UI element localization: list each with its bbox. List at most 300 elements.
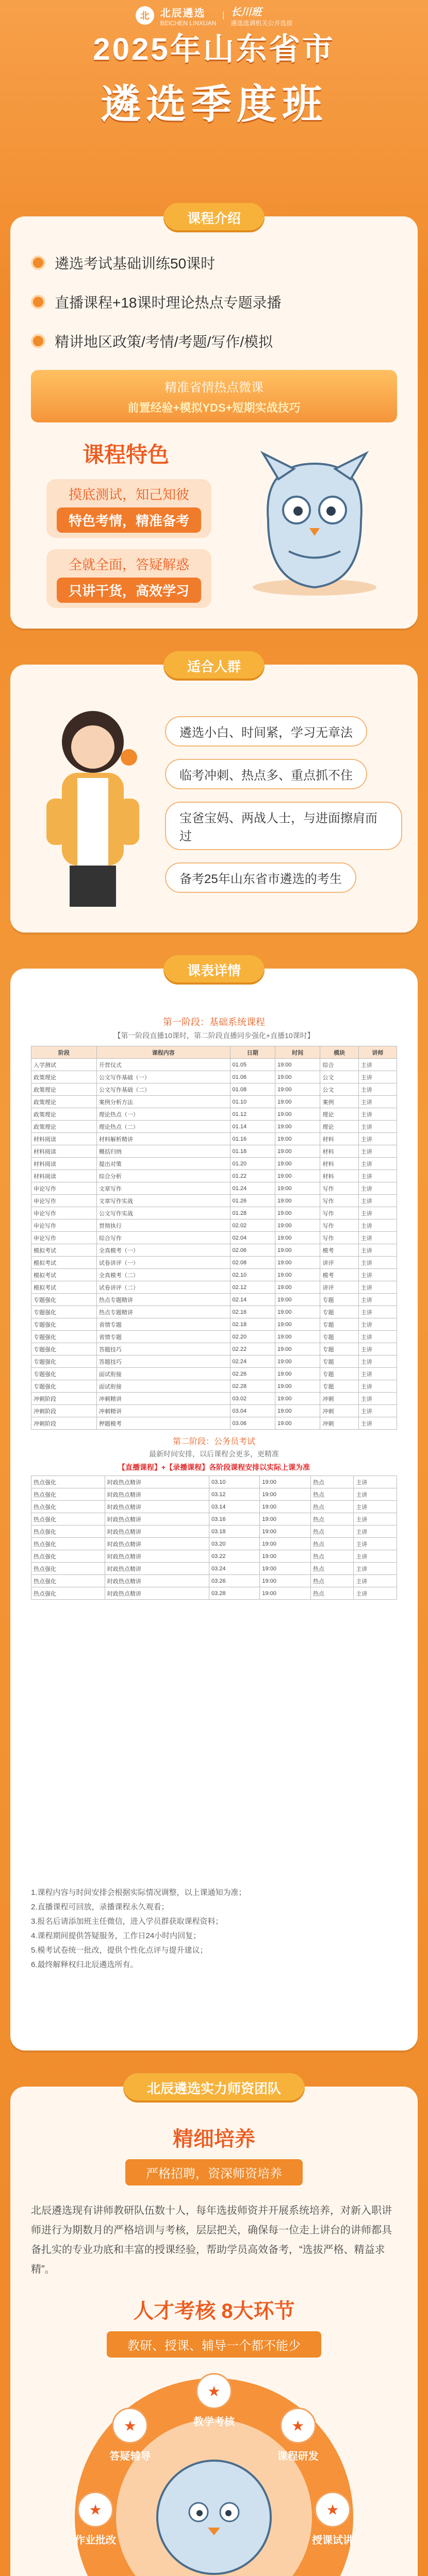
- table-cell: 材料解析精讲: [96, 1133, 230, 1145]
- feature-block: [46, 438, 211, 619]
- table-cell: 19:00: [275, 1257, 320, 1269]
- table-cell: 模考: [320, 1244, 358, 1257]
- table-cell: 01.16: [230, 1133, 275, 1145]
- table-cell: 主讲: [358, 1195, 397, 1207]
- table-cell: 冲刺精讲: [96, 1405, 230, 1417]
- table-cell: 热点强化: [31, 1526, 105, 1538]
- table-cell: 03.28: [209, 1587, 259, 1600]
- table-cell: 模拟考试: [31, 1257, 97, 1269]
- table-cell: 01.12: [230, 1108, 275, 1121]
- table-cell: 提出对策: [96, 1158, 230, 1170]
- table-cell: 主讲: [358, 1257, 397, 1269]
- table-cell: 热点强化: [31, 1538, 105, 1550]
- table-cell: 主讲: [354, 1587, 397, 1600]
- crowd-card: [10, 659, 418, 933]
- table-cell: 冲刺阶段: [31, 1417, 97, 1430]
- eval-wheel: [10, 2373, 418, 2576]
- table-cell: 02.22: [230, 1343, 275, 1355]
- table-row: [31, 1575, 397, 1587]
- table-cell: 讲评: [320, 1281, 358, 1294]
- table-cell: 写作: [320, 1182, 358, 1195]
- table-cell: 主讲: [358, 1059, 397, 1071]
- table-cell: 主讲: [358, 1393, 397, 1405]
- feature-item: [46, 549, 211, 608]
- table-cell: 时政热点精讲: [105, 1526, 209, 1538]
- table-cell: 03.24: [209, 1563, 259, 1575]
- note-line: 3.报名后请添加班主任微信，进入学员群获取课程资料；: [31, 1917, 223, 1926]
- intro-bullet: [31, 292, 418, 312]
- table-cell: 时政热点精讲: [105, 1476, 209, 1488]
- table-row: [31, 1269, 397, 1281]
- phase2-sub: 最新时间安排，以后课程会更多，更精准: [149, 1450, 279, 1458]
- eval-item-icon: ★: [196, 2373, 232, 2409]
- table-cell: 03.12: [209, 1488, 259, 1501]
- table-cell: 答题技巧: [96, 1355, 230, 1368]
- table-cell: 冲刺阶段: [31, 1393, 97, 1405]
- table-cell: 主讲: [358, 1071, 397, 1083]
- table-cell: 01.10: [230, 1096, 275, 1108]
- table-cell: 公文: [320, 1071, 358, 1083]
- table-cell: 主讲: [354, 1526, 397, 1538]
- table-cell: 热点专题精讲: [96, 1294, 230, 1306]
- table-cell: 冲刺: [320, 1405, 358, 1417]
- table-cell: 19:00: [275, 1380, 320, 1393]
- table-row: [31, 1405, 397, 1417]
- table-header: 讲师: [358, 1046, 397, 1059]
- table-cell: 公文写作基础（二）: [96, 1083, 230, 1096]
- table-cell: 热点: [310, 1501, 354, 1513]
- table-cell: 热点: [310, 1587, 354, 1600]
- table-cell: 材料: [320, 1133, 358, 1145]
- table-cell: 主讲: [358, 1343, 397, 1355]
- table-cell: 19:00: [275, 1294, 320, 1306]
- table-cell: 热点: [310, 1526, 354, 1538]
- table-row: [31, 1108, 397, 1121]
- crowd-item: 备考25年山东省市遴选的考生: [165, 862, 356, 893]
- table-cell: 冲刺: [320, 1417, 358, 1430]
- table-cell: 19:00: [275, 1417, 320, 1430]
- table-cell: 02.26: [230, 1368, 275, 1380]
- table-row: [31, 1182, 397, 1195]
- table-row: [31, 1318, 397, 1331]
- table-row: [31, 1550, 397, 1563]
- teacher-illustration: [26, 696, 160, 922]
- eval-item-label: 作业批改: [75, 2535, 116, 2546]
- table-cell: 专题强化: [31, 1355, 97, 1368]
- table-header: 课程内容: [96, 1046, 230, 1059]
- table-cell: 专题: [320, 1355, 358, 1368]
- table-cell: 综合写作: [96, 1232, 230, 1244]
- feature-bottom: 特色考情，精准备考: [57, 507, 201, 533]
- table-cell: 入学测试: [31, 1059, 97, 1071]
- bullet-text: 精讲地区政策/考情/考题/写作/模拟: [55, 334, 273, 350]
- eval-item-label: 课程研发: [277, 2451, 319, 2463]
- table-cell: 冲刺: [320, 1393, 358, 1405]
- table-cell: 主讲: [358, 1158, 397, 1170]
- table-cell: 专题强化: [31, 1368, 97, 1380]
- hot-box: [31, 370, 397, 422]
- table-cell: 19:00: [275, 1393, 320, 1405]
- table-cell: 理论: [320, 1108, 358, 1121]
- team-desc: 北辰遴选现有讲师教研队伍数十人，每年选拔师资并开展系统培养，对新入职讲师进行为期数月的严格培训与考核，层层把关，确保每一位走上讲台的讲师都具备扎实的专业功底和丰富的授课经验，帮助学员高效备考，“选拔严格、精益求精”。: [31, 2205, 392, 2275]
- table-header: 阶段: [31, 1046, 97, 1059]
- table-cell: 热点强化: [31, 1587, 105, 1600]
- table-cell: 申论写作: [31, 1182, 97, 1195]
- brand-name: 北辰遴选: [160, 7, 206, 19]
- table-cell: 19:00: [275, 1207, 320, 1219]
- table-cell: 材料: [320, 1158, 358, 1170]
- bullet-icon: [31, 334, 45, 348]
- table-cell: 主讲: [358, 1133, 397, 1145]
- table-cell: 03.26: [209, 1575, 259, 1587]
- table-row: [31, 1207, 397, 1219]
- table-cell: 时政热点精讲: [105, 1538, 209, 1550]
- table-cell: 主讲: [358, 1121, 397, 1133]
- table-cell: 02.06: [230, 1244, 275, 1257]
- bullet-text: 遴选考试基础训练50课时: [55, 256, 216, 272]
- table-row: [31, 1195, 397, 1207]
- table-cell: 02.20: [230, 1331, 275, 1343]
- table-cell: 专题: [320, 1294, 358, 1306]
- note-line: 1.课程内容与时间安排会根据实际情况调整，以上课通知为准；: [31, 1888, 246, 1897]
- table-cell: 申论写作: [31, 1207, 97, 1219]
- table-cell: 19:00: [275, 1071, 320, 1083]
- intro-tag: 课程介绍: [163, 203, 265, 232]
- brand2-block: [231, 4, 292, 27]
- table-cell: 01.20: [230, 1158, 275, 1170]
- eval-item: [64, 2492, 126, 2547]
- table-cell: 申论写作: [31, 1219, 97, 1232]
- table-cell: 讲评: [320, 1257, 358, 1269]
- table-cell: 热点强化: [31, 1476, 105, 1488]
- table-cell: 专题: [320, 1343, 358, 1355]
- table-cell: 全真模考（二）: [96, 1269, 230, 1281]
- table-cell: 专题强化: [31, 1331, 97, 1343]
- table-cell: 专题: [320, 1331, 358, 1343]
- schedule-table: [31, 1046, 397, 1430]
- table-cell: 19:00: [275, 1244, 320, 1257]
- table-cell: 热点: [310, 1513, 354, 1526]
- phase2-title: 第二阶段：公务员考试: [172, 1437, 255, 1446]
- note-line: 5.模考试卷统一批改，提供个性化点评与提升建议；: [31, 1946, 208, 1955]
- table-row: [31, 1393, 397, 1405]
- table-cell: 01.06: [230, 1071, 275, 1083]
- table-cell: 主讲: [358, 1417, 397, 1430]
- table-row: [31, 1071, 397, 1083]
- table-cell: 热点: [310, 1563, 354, 1575]
- schedule-table-wrap: [31, 1015, 397, 1600]
- table-row: [31, 1306, 397, 1318]
- table-cell: 申论写作: [31, 1195, 97, 1207]
- intro-bullet: [31, 331, 418, 351]
- table-cell: 19:00: [275, 1343, 320, 1355]
- table-cell: 19:00: [275, 1182, 320, 1195]
- table-cell: 冲刺阶段: [31, 1405, 97, 1417]
- table-cell: 01.28: [230, 1207, 275, 1219]
- table-cell: 材料阅读: [31, 1145, 97, 1158]
- eval-ribbon: 教研、授课、辅导一个都不能少: [107, 2331, 321, 2358]
- table-cell: 主讲: [358, 1145, 397, 1158]
- table-cell: 主讲: [358, 1232, 397, 1244]
- eval-item-label: 授课试讲: [312, 2535, 353, 2546]
- table-cell: 热点强化: [31, 1575, 105, 1587]
- table-cell: 主讲: [358, 1269, 397, 1281]
- table-cell: 概括归纳: [96, 1145, 230, 1158]
- table-cell: 19:00: [275, 1170, 320, 1182]
- eval-item-label: 教学考核: [193, 2416, 235, 2428]
- table-cell: 热点强化: [31, 1488, 105, 1501]
- table-cell: 19:00: [260, 1526, 310, 1538]
- table-row: [31, 1257, 397, 1269]
- table-row: [31, 1281, 397, 1294]
- phase1-title: 第一阶段：基础系统课程: [163, 1017, 265, 1027]
- table-cell: 19:00: [275, 1059, 320, 1071]
- table-cell: 时政热点精讲: [105, 1513, 209, 1526]
- table-cell: 公文: [320, 1083, 358, 1096]
- note-line: 2.直播课程可回放，录播课程永久观看；: [31, 1903, 169, 1911]
- table-cell: 19:00: [275, 1158, 320, 1170]
- table-header: 模块: [320, 1046, 358, 1059]
- table-cell: 公文写作基础（一）: [96, 1071, 230, 1083]
- eval-item-label: 答疑辅导: [109, 2451, 151, 2463]
- table-cell: 01.18: [230, 1145, 275, 1158]
- table-cell: 19:00: [275, 1232, 320, 1244]
- table-cell: 主讲: [354, 1476, 397, 1488]
- table-row: [31, 1343, 397, 1355]
- table-cell: 材料阅读: [31, 1133, 97, 1145]
- table-cell: 文章写作实战: [96, 1195, 230, 1207]
- table-cell: 主讲: [358, 1331, 397, 1343]
- table-cell: 19:00: [260, 1476, 310, 1488]
- table-cell: 理论热点（一）: [96, 1108, 230, 1121]
- crowd-item: 临考冲刺、热点多、重点抓不住: [165, 759, 367, 789]
- table-cell: 19:00: [275, 1269, 320, 1281]
- feature-item: [46, 479, 211, 538]
- table-cell: 热点专题精讲: [96, 1306, 230, 1318]
- table-cell: 政策理论: [31, 1071, 97, 1083]
- table-cell: 02.10: [230, 1269, 275, 1281]
- table-cell: 02.28: [230, 1380, 275, 1393]
- table-cell: 19:00: [275, 1355, 320, 1368]
- schedule-notes: [31, 1886, 397, 1972]
- table-cell: 时政热点精讲: [105, 1501, 209, 1513]
- table-cell: 主讲: [354, 1550, 397, 1563]
- table-cell: 政策理论: [31, 1108, 97, 1121]
- table-cell: 主讲: [354, 1513, 397, 1526]
- table-row: [31, 1538, 397, 1550]
- table-cell: 热点: [310, 1550, 354, 1563]
- table-cell: 申论写作: [31, 1232, 97, 1244]
- table-cell: 主讲: [354, 1563, 397, 1575]
- table-cell: 政策理论: [31, 1083, 97, 1096]
- table-cell: 写作: [320, 1195, 358, 1207]
- hot-line1: 精准省情热点微课: [164, 381, 264, 395]
- table-cell: 综合: [320, 1059, 358, 1071]
- table-cell: 贯彻执行: [96, 1219, 230, 1232]
- table-cell: 主讲: [358, 1281, 397, 1294]
- table-cell: 01.24: [230, 1182, 275, 1195]
- table-cell: 19:00: [275, 1281, 320, 1294]
- table-cell: 热点: [310, 1575, 354, 1587]
- table-cell: 主讲: [358, 1108, 397, 1121]
- table-row: [31, 1121, 397, 1133]
- crowd-item: 遴选小白、时间紧，学习无章法: [165, 716, 367, 747]
- table-cell: 19:00: [260, 1488, 310, 1501]
- table-cell: 热点强化: [31, 1563, 105, 1575]
- table-cell: 案例: [320, 1096, 358, 1108]
- table-cell: 03.06: [230, 1417, 275, 1430]
- table-cell: 时政热点精讲: [105, 1575, 209, 1587]
- table-cell: 02.18: [230, 1318, 275, 1331]
- table-cell: 省情专题: [96, 1331, 230, 1343]
- table-cell: 专题: [320, 1380, 358, 1393]
- table-cell: 专题: [320, 1368, 358, 1380]
- brand-bar: [0, 0, 428, 31]
- table-cell: 主讲: [358, 1368, 397, 1380]
- table-cell: 03.02: [230, 1393, 275, 1405]
- table-cell: 02.16: [230, 1306, 275, 1318]
- note-line: 4.课程期间提供答疑服务，工作日24小时内回复；: [31, 1931, 201, 1940]
- table-row: [31, 1417, 397, 1430]
- table-cell: 03.18: [209, 1526, 259, 1538]
- table-cell: 时政热点精讲: [105, 1550, 209, 1563]
- table-cell: 专题强化: [31, 1306, 97, 1318]
- crowd-item: 宝爸宝妈、两战人士，与进面擦肩而过: [165, 802, 402, 850]
- table-cell: 主讲: [358, 1219, 397, 1232]
- bullet-text: 直播课程+18课时理论热点专题录播: [55, 295, 282, 311]
- table-cell: 热点强化: [31, 1501, 105, 1513]
- table-cell: 专题强化: [31, 1343, 97, 1355]
- hero: [0, 31, 428, 127]
- table-cell: 主讲: [358, 1380, 397, 1393]
- table-row: [31, 1059, 397, 1071]
- table-cell: 19:00: [275, 1219, 320, 1232]
- intro-bullet: [31, 252, 418, 273]
- table-cell: 热点: [310, 1476, 354, 1488]
- feature-top: 摸底测试，知己知彼: [68, 487, 189, 502]
- table-cell: 面试衔接: [96, 1368, 230, 1380]
- mascot-illustration: [232, 433, 397, 603]
- phase2-red-note: 【直播课程】+【录播课程】各阶段课程安排以实际上课为准: [118, 1463, 310, 1471]
- schedule-card: [10, 963, 418, 2050]
- table-cell: 02.12: [230, 1281, 275, 1294]
- phase1-sub: 【第一阶段直播10课时，第二阶段直播同步强化+直播10课时】: [113, 1031, 315, 1040]
- table-cell: 19:00: [275, 1096, 320, 1108]
- table-cell: 政策理论: [31, 1096, 97, 1108]
- table-cell: 02.24: [230, 1355, 275, 1368]
- hot-line2: 前置经验+模拟YDS+短期实战技巧: [127, 401, 301, 414]
- table-cell: 01.14: [230, 1121, 275, 1133]
- hero-title-line1: 2025年山东省市: [93, 32, 335, 66]
- table-cell: 主讲: [358, 1207, 397, 1219]
- brand2-sub: 遴选选调机关公开选拔: [231, 20, 293, 27]
- table-cell: 热点: [310, 1488, 354, 1501]
- table-row: [31, 1488, 397, 1501]
- table-cell: 03.20: [209, 1538, 259, 1550]
- table-cell: 19:00: [275, 1318, 320, 1331]
- table-row: [31, 1170, 397, 1182]
- table-cell: 19:00: [275, 1306, 320, 1318]
- table-cell: 03.04: [230, 1405, 275, 1417]
- table-cell: 01.26: [230, 1195, 275, 1207]
- table-cell: 主讲: [354, 1538, 397, 1550]
- table-cell: 热点强化: [31, 1550, 105, 1563]
- feature-top: 全就全面，答疑解惑: [68, 557, 189, 572]
- table-cell: 19:00: [275, 1145, 320, 1158]
- table-cell: 主讲: [358, 1096, 397, 1108]
- eval-item: [302, 2492, 364, 2547]
- table-row: [31, 1587, 397, 1600]
- intro-card: [10, 211, 418, 629]
- team-tag: 北辰遴选实力师资团队: [123, 2073, 305, 2103]
- table-row: [31, 1526, 397, 1538]
- eval-heading: [10, 2295, 418, 2358]
- table-cell: 公文写作实战: [96, 1207, 230, 1219]
- table-header: 时间: [275, 1046, 320, 1059]
- table-row: [31, 1476, 397, 1488]
- table-cell: 答题技巧: [96, 1343, 230, 1355]
- table-row: [31, 1083, 397, 1096]
- table-cell: 19:00: [275, 1331, 320, 1343]
- eval-item-icon: ★: [77, 2492, 113, 2528]
- schedule-table-2: [31, 1476, 397, 1600]
- table-cell: 主讲: [358, 1355, 397, 1368]
- bullet-icon: [31, 256, 45, 270]
- table-cell: 19:00: [260, 1538, 310, 1550]
- table-cell: 主讲: [358, 1405, 397, 1417]
- table-cell: 模拟考试: [31, 1269, 97, 1281]
- table-cell: 19:00: [260, 1550, 310, 1563]
- table-header: 日期: [230, 1046, 275, 1059]
- table-cell: 19:00: [260, 1513, 310, 1526]
- table-cell: 03.16: [209, 1513, 259, 1526]
- table-cell: 材料阅读: [31, 1170, 97, 1182]
- table-cell: 专题: [320, 1306, 358, 1318]
- table-cell: 专题强化: [31, 1318, 97, 1331]
- table-cell: 理论热点（二）: [96, 1121, 230, 1133]
- eval-item-icon: ★: [280, 2408, 316, 2444]
- table-cell: 19:00: [275, 1121, 320, 1133]
- eval-item-icon: ★: [315, 2492, 351, 2528]
- table-cell: 19:00: [260, 1575, 310, 1587]
- table-cell: 政策理论: [31, 1121, 97, 1133]
- table-row: [31, 1133, 397, 1145]
- eval-item: [99, 2408, 161, 2463]
- table-cell: 专题强化: [31, 1294, 97, 1306]
- table-cell: 01.08: [230, 1083, 275, 1096]
- table-cell: 时政热点精讲: [105, 1488, 209, 1501]
- bullet-icon: [31, 295, 45, 309]
- team-panel: [10, 2081, 418, 2576]
- table-cell: 案例分析方法: [96, 1096, 230, 1108]
- table-row: [31, 1501, 397, 1513]
- crowd-tag: 适合人群: [163, 651, 265, 681]
- table-cell: 主讲: [358, 1170, 397, 1182]
- team-title: 精细培养: [173, 2128, 255, 2150]
- table-cell: 主讲: [354, 1575, 397, 1587]
- brand-en: BEICHEN LINXUAN: [160, 19, 217, 27]
- note-line: 6.最终解释权归北辰遴选所有。: [31, 1960, 138, 1969]
- table-cell: 19:00: [275, 1133, 320, 1145]
- table-cell: 材料: [320, 1145, 358, 1158]
- table-cell: 专题: [320, 1318, 358, 1331]
- brand2-name: 长川班: [231, 7, 262, 18]
- table-cell: 写作: [320, 1219, 358, 1232]
- table-cell: 19:00: [260, 1501, 310, 1513]
- table-row: [31, 1145, 397, 1158]
- table-cell: 材料阅读: [31, 1158, 97, 1170]
- table-cell: 时政热点精讲: [105, 1587, 209, 1600]
